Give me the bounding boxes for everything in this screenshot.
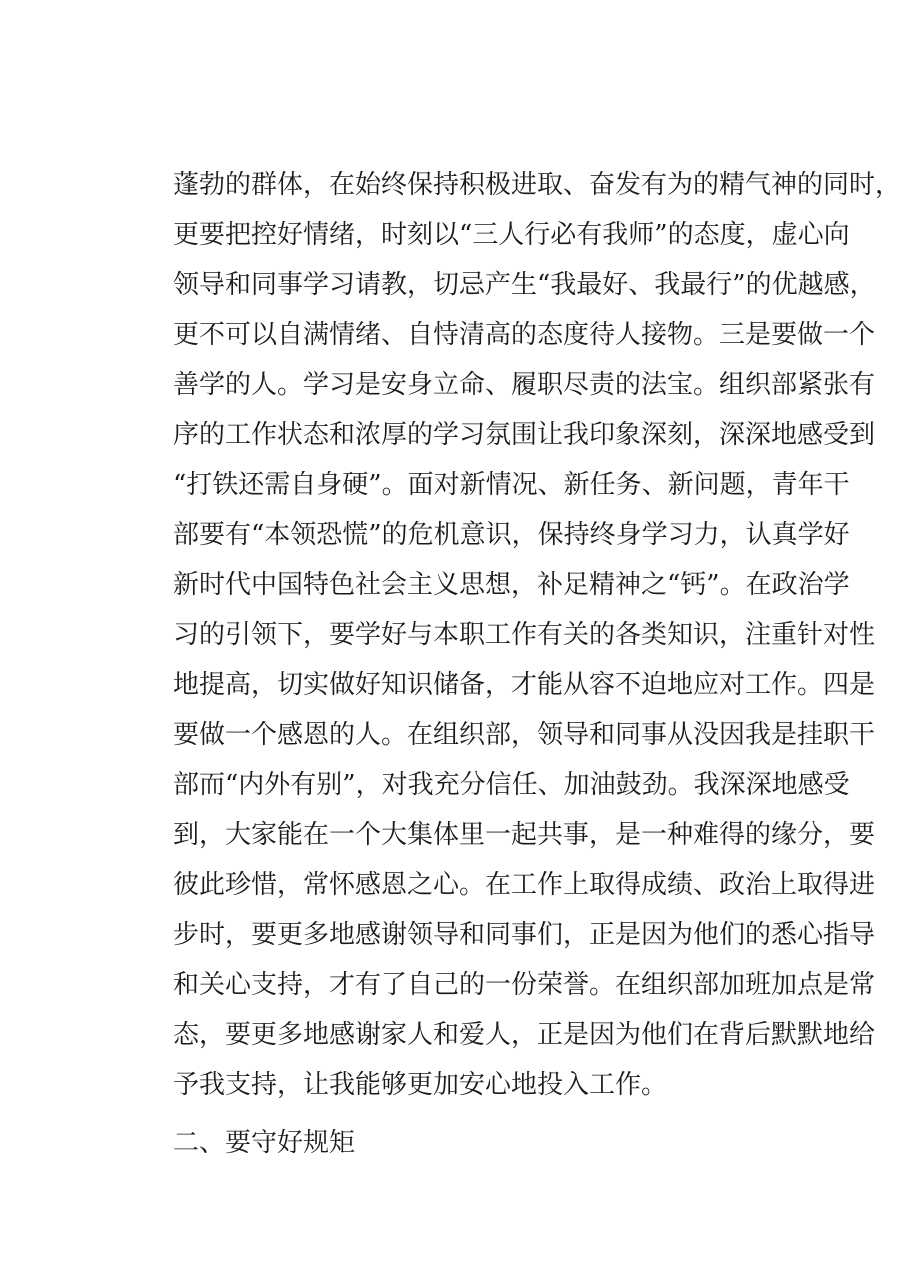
paragraph-line: 更要把控好情绪，时刻以“三人行必有我师”的态度，虚心向 [173,220,850,250]
paragraph-line: 部而“内外有别”，对我充分信任、加油鼓劲。我深深地感受 [173,770,850,800]
paragraph-line: 习的引领下，要学好与本职工作有关的各类知识，注重针对性 [173,620,876,650]
paragraph-line: 到，大家能在一个大集体里一起共事，是一种难得的缘分，要 [173,820,876,850]
paragraph-line: 步时，要更多地感谢领导和同事们，正是因为他们的悉心指导 [173,920,876,950]
paragraph-line: “打铁还需自身硬”。面对新情况、新任务、新问题，青年干 [173,470,850,500]
paragraph-line: 部要有“本领恐慌”的危机意识，保持终身学习力，认真学好 [173,520,850,550]
paragraph-line: 态，要更多地感谢家人和爱人，正是因为他们在背后默默地给 [173,1020,876,1050]
section-heading: 二、要守好规矩 [173,1128,356,1158]
paragraph-line: 彼此珍惜，常怀感恩之心。在工作上取得成绩、政治上取得进 [173,870,876,900]
paragraph-line: 蓬勃的群体，在始终保持积极进取、奋发有为的精气神的同时， [173,170,902,200]
paragraph-line: 序的工作状态和浓厚的学习氛围让我印象深刻，深深地感受到 [173,420,876,450]
paragraph-line: 更不可以自满情绪、自恃清高的态度待人接物。三是要做一个 [173,320,876,350]
paragraph-line: 领导和同事学习请教，切忌产生“我最好、我最行”的优越感， [173,270,876,300]
paragraph-line: 要做一个感恩的人。在组织部，领导和同事从没因我是挂职干 [173,720,876,750]
paragraph-line: 和关心支持，才有了自己的一份荣誉。在组织部加班加点是常 [173,970,876,1000]
paragraph-line: 地提高，切实做好知识储备，才能从容不迫地应对工作。四是 [173,670,876,700]
paragraph-line: 新时代中国特色社会主义思想，补足精神之“钙”。在政治学 [173,570,850,600]
paragraph-line: 善学的人。学习是安身立命、履职尽责的法宝。组织部紧张有 [173,370,876,400]
paragraph-line: 予我支持，让我能够更加安心地投入工作。 [173,1070,668,1100]
